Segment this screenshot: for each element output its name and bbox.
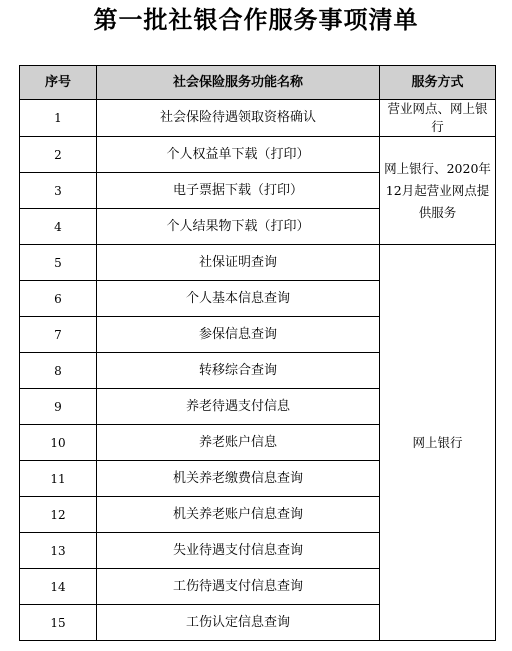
header-service-mode: 服务方式 (380, 66, 496, 100)
row-index: 3 (20, 173, 97, 209)
row-service-name: 失业待遇支付信息查询 (97, 533, 380, 569)
row-service-name: 个人基本信息查询 (97, 281, 380, 317)
row-service-name: 转移综合查询 (97, 353, 380, 389)
row-service-name: 个人权益单下载（打印） (97, 137, 380, 173)
row-index: 5 (20, 245, 97, 281)
row-service-name: 个人结果物下载（打印） (97, 209, 380, 245)
row-index: 7 (20, 317, 97, 353)
row-index: 10 (20, 425, 97, 461)
row-service-name: 养老账户信息 (97, 425, 380, 461)
row-index: 1 (20, 100, 97, 137)
row-service-name: 社保证明查询 (97, 245, 380, 281)
service-mode-cell: 营业网点、网上银行 (380, 100, 496, 137)
page-title: 第一批社银合作服务事项清单 (93, 6, 419, 34)
row-index: 6 (20, 281, 97, 317)
header-service-name: 社会保险服务功能名称 (97, 66, 380, 100)
row-index: 8 (20, 353, 97, 389)
row-service-name: 参保信息查询 (97, 317, 380, 353)
row-service-name: 社会保险待遇领取资格确认 (97, 100, 380, 137)
row-index: 4 (20, 209, 97, 245)
row-index: 13 (20, 533, 97, 569)
table-row (20, 100, 496, 137)
service-items-table (19, 65, 496, 641)
row-service-name: 工伤待遇支付信息查询 (97, 569, 380, 605)
row-index: 14 (20, 569, 97, 605)
row-index: 11 (20, 461, 97, 497)
row-index: 9 (20, 389, 97, 425)
row-service-name: 养老待遇支付信息 (97, 389, 380, 425)
header-index: 序号 (20, 66, 97, 100)
row-service-name: 机关养老账户信息查询 (97, 497, 380, 533)
row-index: 12 (20, 497, 97, 533)
row-index: 2 (20, 137, 97, 173)
row-service-name: 机关养老缴费信息查询 (97, 461, 380, 497)
row-service-name: 工伤认定信息查询 (97, 605, 380, 641)
table-row (20, 245, 496, 281)
service-mode-cell: 网上银行、2020年12月起营业网点提供服务 (380, 137, 496, 245)
row-index: 15 (20, 605, 97, 641)
table-row (20, 137, 496, 173)
table-header-row (20, 66, 496, 100)
row-service-name: 电子票据下载（打印） (97, 173, 380, 209)
service-mode-cell: 网上银行 (380, 245, 496, 641)
